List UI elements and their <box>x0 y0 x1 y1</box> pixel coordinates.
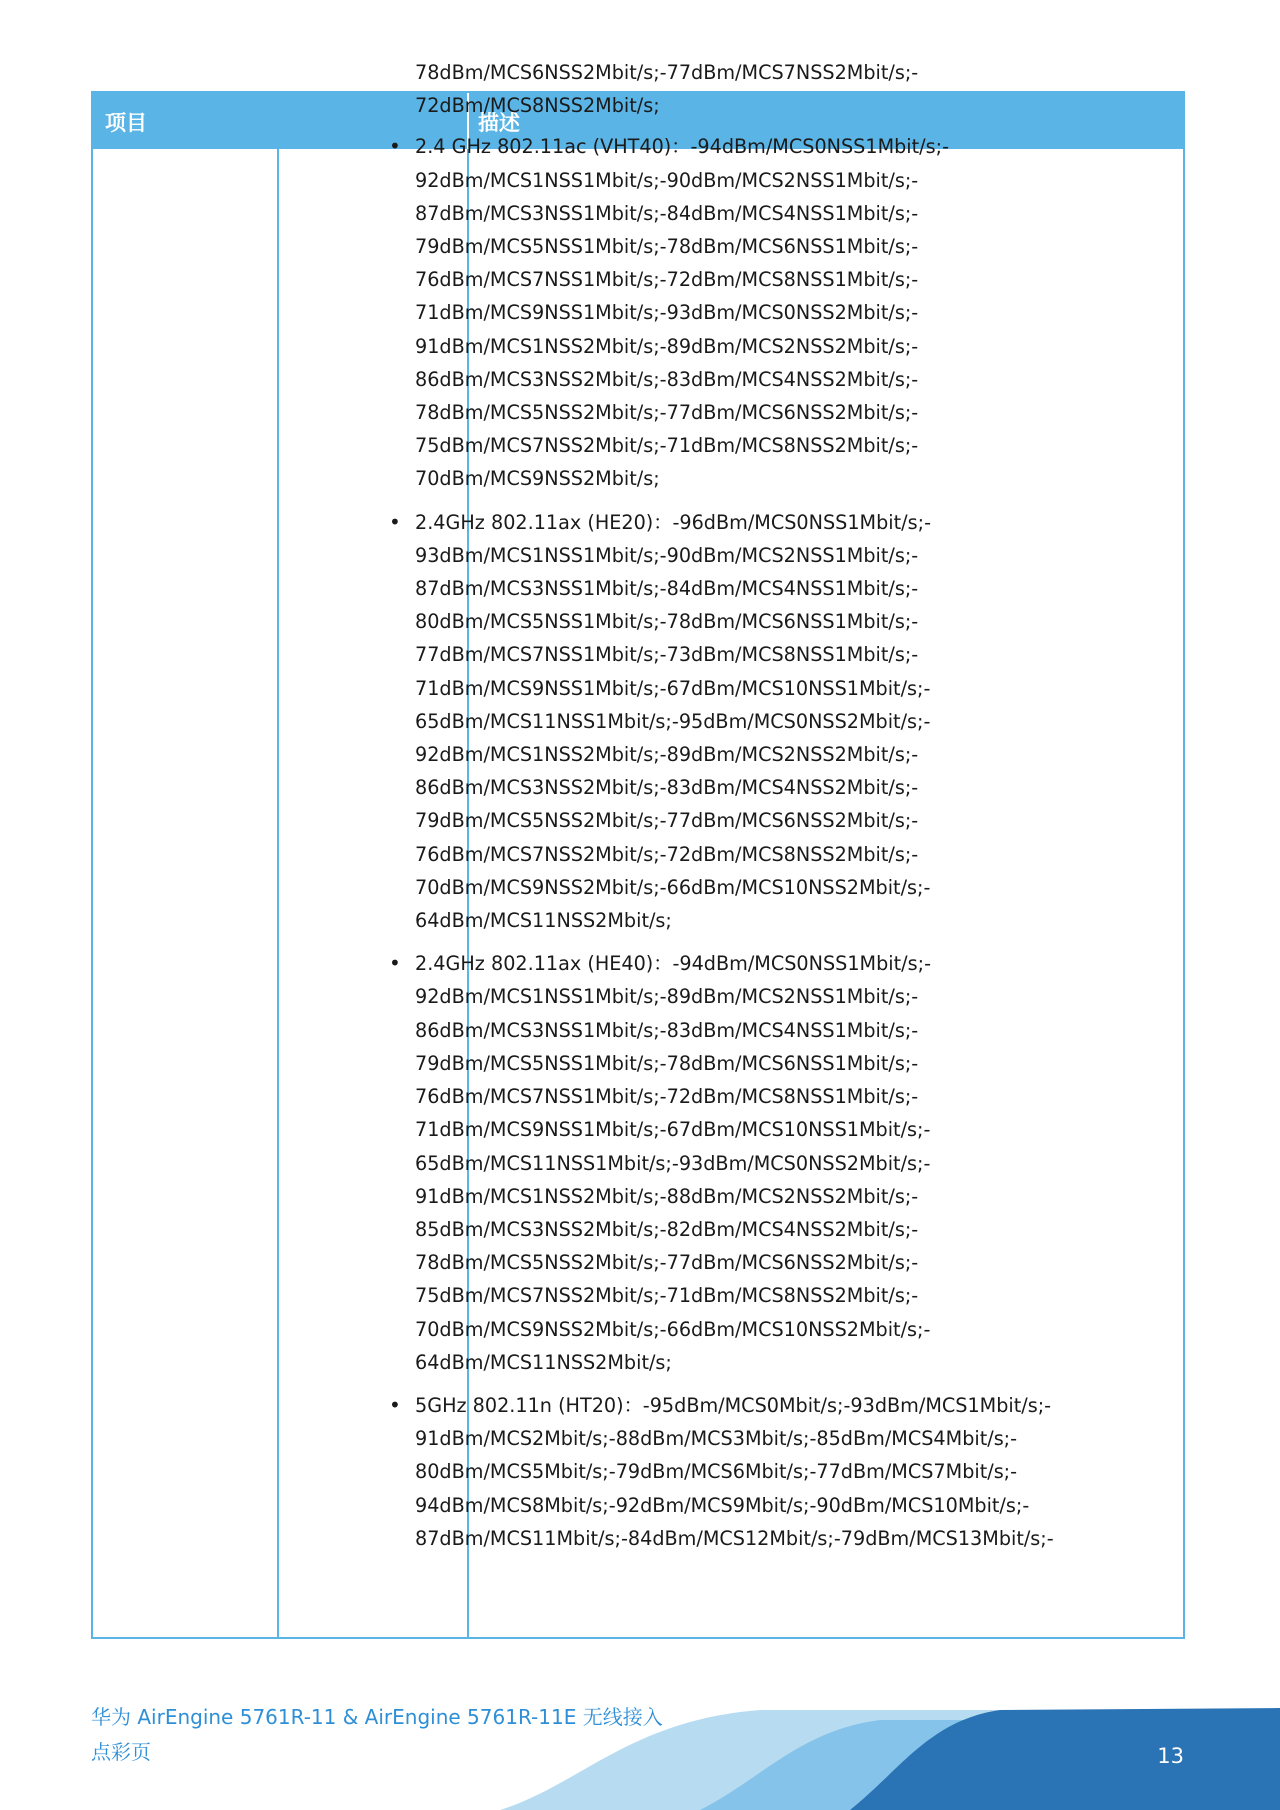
page-number: 13 <box>1157 1744 1184 1768</box>
footer-title-line1: 华为 AirEngine 5761R-11 & AirEngine 5761R-11E 无线接入 <box>91 1705 663 1729</box>
footer-title <box>91 1700 663 1770</box>
spec-entry-text: 2.4GHz 802.11ax (HE20)：-96dBm/MCS0NSS1Mbit/s;- 93dBm/MCS1NSS1Mbit/s;-90dBm/MCS2NSS1Mbit/s;- 87dBm/MCS3NSS1Mbit/s;-84dBm/MCS4NSS1Mbit/s;- 80dBm/MCS5NSS1Mbit/s;-78dBm/MCS6NSS1Mbit/s;- 77dBm/MCS7NSS1Mbit/s;-73dBm/MCS8NSS1Mbit/s;- 71dBm/MCS9NSS1Mbit/s;-67dBm/MCS10NSS1Mbit/s;- 65dBm/MCS11NSS1Mbit/s;-95dBm/MCS0NSS2Mbit/s;- 92dBm/MCS1NSS2Mbit/s;-89dBm/MCS2NSS2Mbit/s;- 86dBm/MCS3NSS2Mbit/s;-83dBm/MCS4NSS2Mbit/s;- 79dBm/MCS5NSS2Mbit/s;-77dBm/MCS6NSS2Mbit/s;- 76dBm/MCS7NSS2Mbit/s;-72dBm/MCS8NSS2Mbit/s;- 70dBm/MCS9NSS2Mbit/s;-66dBm/MCS10NSS2Mbit/s;- 64dBm/MCS11NSS2Mbit/s; <box>415 510 931 933</box>
spec-entry <box>389 130 1085 495</box>
spec-entry <box>389 506 1085 938</box>
bullet-icon: • <box>389 951 401 976</box>
header-description: 描述 <box>478 111 520 135</box>
spec-entry <box>389 947 1085 1379</box>
footer-title-line2: 点彩页 <box>91 1740 151 1764</box>
spec-entry-text: 2.4 GHz 802.11ac (VHT40)：-94dBm/MCS0NSS1Mbit/s;- 92dBm/MCS1NSS1Mbit/s;-90dBm/MCS2NSS1Mbit/s;- 87dBm/MCS3NSS1Mbit/s;-84dBm/MCS4NSS1Mbit/s;- 79dBm/MCS5NSS1Mbit/s;-78dBm/MCS6NSS1Mbit/s;- 76dBm/MCS7NSS1Mbit/s;-72dBm/MCS8NSS1Mbit/s;- 71dBm/MCS9NSS1Mbit/s;-93dBm/MCS0NSS2Mbit/s;- 91dBm/MCS1NSS2Mbit/s;-89dBm/MCS2NSS2Mbit/s;- 86dBm/MCS3NSS2Mbit/s;-83dBm/MCS4NSS2Mbit/s;- 78dBm/MCS5NSS2Mbit/s;-77dBm/MCS6NSS2Mbit/s;- 75dBm/MCS7NSS2Mbit/s;-71dBm/MCS8NSS2Mbit/s;- 70dBm/MCS9NSS2Mbit/s; <box>415 135 950 491</box>
bullet-icon: • <box>389 134 401 159</box>
column-divider-1 <box>277 149 279 1637</box>
spec-entry <box>389 1389 1085 1555</box>
bullet-icon: • <box>389 1392 401 1417</box>
continued-text: 78dBm/MCS6NSS2Mbit/s;-77dBm/MCS7NSS2Mbit/s;- 72dBm/MCS8NSS2Mbit/s; <box>415 61 919 118</box>
spec-list <box>389 130 1085 1555</box>
header-item: 项目 <box>105 111 147 135</box>
spec-entry-text: 2.4GHz 802.11ax (HE40)：-94dBm/MCS0NSS1Mbit/s;- 92dBm/MCS1NSS1Mbit/s;-89dBm/MCS2NSS1Mbit/s;- 86dBm/MCS3NSS1Mbit/s;-83dBm/MCS4NSS1Mbit/s;- 79dBm/MCS5NSS1Mbit/s;-78dBm/MCS6NSS1Mbit/s;- 76dBm/MCS7NSS1Mbit/s;-72dBm/MCS8NSS1Mbit/s;- 71dBm/MCS9NSS1Mbit/s;-67dBm/MCS10NSS1Mbit/s;- 65dBm/MCS11NSS1Mbit/s;-93dBm/MCS0NSS2Mbit/s;- 91dBm/MCS1NSS2Mbit/s;-88dBm/MCS2NSS2Mbit/s;- 85dBm/MCS3NSS2Mbit/s;-82dBm/MCS4NSS2Mbit/s;- 78dBm/MCS5NSS2Mbit/s;-77dBm/MCS6NSS2Mbit/s;- 75dBm/MCS7NSS2Mbit/s;-71dBm/MCS8NSS2Mbit/s;- 70dBm/MCS9NSS2Mbit/s;-66dBm/MCS10NSS2Mbit/s;- 64dBm/MCS11NSS2Mbit/s; <box>415 952 931 1374</box>
description-cell <box>389 56 1085 1550</box>
spec-entry-text: 5GHz 802.11n (HT20)：-95dBm/MCS0Mbit/s;-93dBm/MCS1Mbit/s;- 91dBm/MCS2Mbit/s;-88dBm/MCS3Mbit/s;-85dBm/MCS4Mbit/s;- 80dBm/MCS5Mbit/s;-79dBm/MCS6Mbit/s;-77dBm/MCS7Mbit/s;- 94dBm/MCS8Mbit/s;-92dBm/MCS9Mbit/s;-90dBm/MCS10Mbit/s;- 87dBm/MCS11Mbit/s;-84dBm/MCS12Mbit/s;-79dBm/MCS13Mbit/s;- <box>415 1393 1054 1550</box>
bullet-icon: • <box>389 509 401 534</box>
